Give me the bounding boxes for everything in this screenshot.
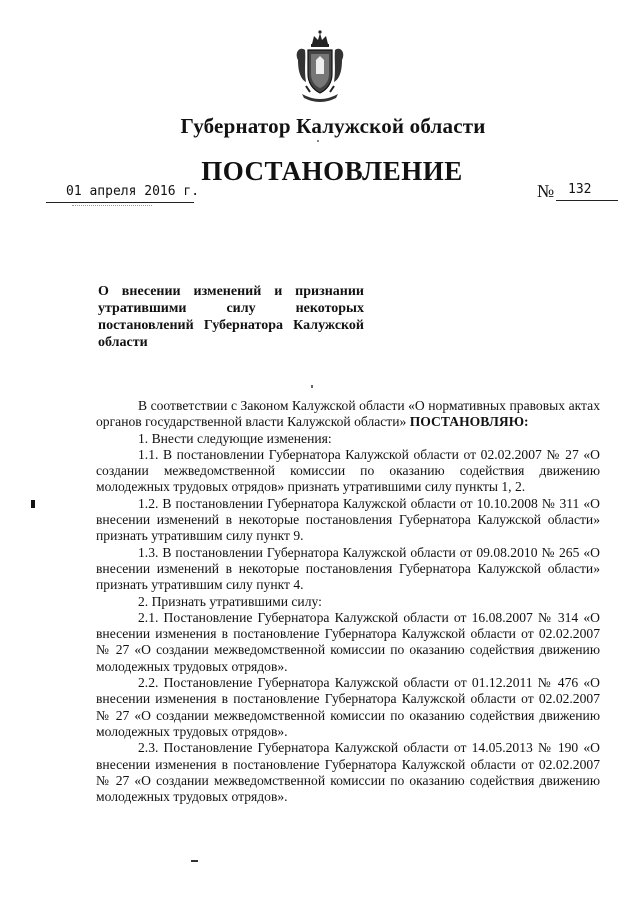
number-sign: № — [537, 181, 555, 201]
intro-text: В соответствии с Законом Калужской области «О нормативных правовых актах органов государственной власти Калужской области» — [96, 398, 600, 430]
issuing-authority: Губернатор Калужской области — [180, 114, 486, 138]
subject-line: постановлений Губернатора Калужской — [98, 318, 364, 333]
body-paragraph: 1.2. В постановлении Губернатора Калужской области от 10.10.2008 № 311 «О внесении изменений в некоторые постановления Губернатора Калужской области» признать утратившим силу пункт 9. — [96, 495, 600, 544]
subject-line: О внесении изменений и признании — [98, 284, 364, 299]
scan-speck — [31, 500, 35, 508]
document-body — [96, 398, 600, 805]
body-paragraph: 1.1. В постановлении Губернатора Калужской области от 02.02.2007 № 27 «О создании межведомственной комиссии по оказанию содействия движению молодежных трудовых отрядов» признать утратившими силу пункты 1, 2. — [96, 446, 600, 495]
document-type-title: ПОСТАНОВЛЕНИЕ — [201, 156, 463, 186]
document-date: 01 апреля 2016 г. — [66, 184, 200, 199]
scan-speck — [311, 385, 313, 388]
number-underline — [556, 200, 618, 201]
body-paragraph: 2.1. Постановление Губернатора Калужской области от 16.08.2007 № 314 «О внесении изменения в постановление Губернатора Калужской области от 02.02.2007 № 27 «О создании межведомственной комиссии по оказанию содействия движению молодежных трудовых отрядов». — [96, 609, 600, 674]
intro-paragraph — [96, 398, 600, 431]
body-paragraph: 2. Признать утратившими силу: — [138, 593, 322, 609]
date-underline — [46, 202, 194, 203]
document-subject — [98, 283, 364, 351]
scan-speck — [317, 140, 319, 142]
body-paragraph: 1.3. В постановлении Губернатора Калужской области от 09.08.2010 № 265 «О внесении изменений в некоторые постановления Губернатора Калужской области» признать утратившим силу пункт 4. — [96, 544, 600, 593]
date-dotted-line — [72, 205, 152, 206]
body-paragraph: 1. Внести следующие изменения: — [138, 430, 332, 446]
scan-speck — [191, 860, 198, 862]
subject-line: утратившими силу некоторых — [98, 301, 364, 316]
decree-keyword: ПОСТАНОВЛЯЮ: — [409, 414, 529, 430]
document-number: 132 — [568, 182, 592, 197]
subject-line: области — [98, 335, 148, 350]
body-paragraph: 2.3. Постановление Губернатора Калужской области от 14.05.2013 № 190 «О внесении изменения в постановление Губернатора Калужской области от 02.02.2007 № 27 «О создании межведомственной комиссии по оказанию содействия движению молодежных трудовых отрядов». — [96, 740, 600, 805]
body-paragraph: 2.2. Постановление Губернатора Калужской области от 01.12.2011 № 476 «О внесении изменения в постановление Губернатора Калужской области от 02.02.2007 № 27 «О создании межведомственной комиссии по оказанию содействия движению молодежных трудовых отрядов». — [96, 675, 600, 739]
coat-of-arms-icon — [292, 30, 348, 106]
